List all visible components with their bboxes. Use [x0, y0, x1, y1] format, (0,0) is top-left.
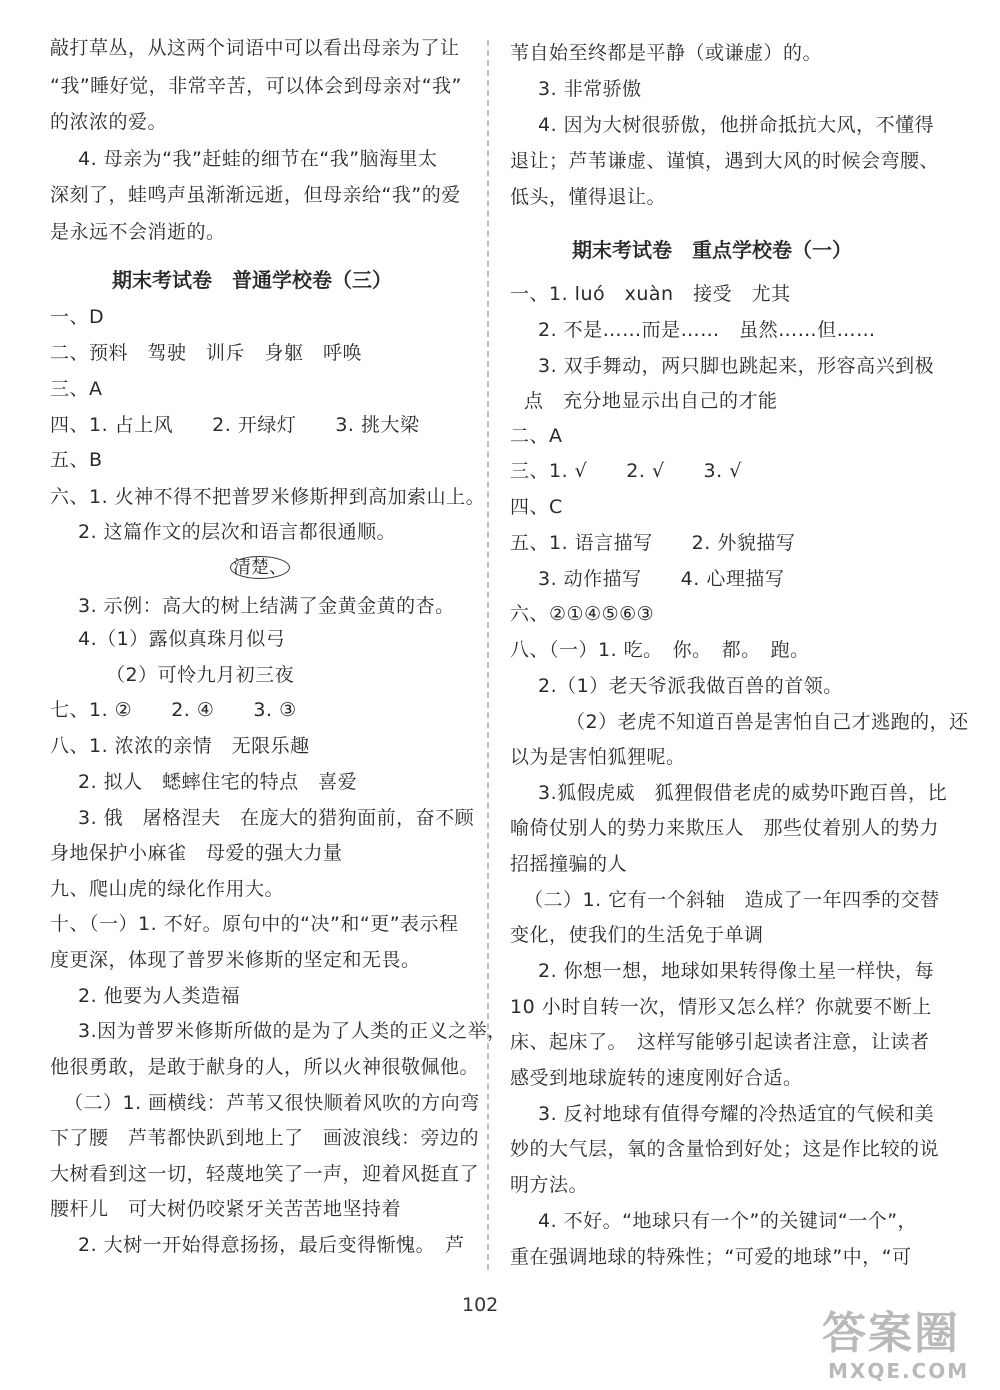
answer-line: 大树看到这一切，轻蔑地笑了一声，迎着风挺直了 [50, 1163, 480, 1185]
answer-line: 八、（一）1. 吃。 你。 都。 跑。 [510, 639, 810, 661]
text-line: 4. 因为大树很骄傲，他拼命抵抗大风，不懂得 [538, 114, 935, 136]
text-line: 3. 非常骄傲 [538, 78, 642, 100]
answer-line: 招摇撞骗的人 [510, 853, 628, 875]
answer-line: 五、B [50, 449, 103, 471]
watermark-url: MXQE.COM [828, 1359, 970, 1383]
answer-line: （二）1. 画横线：芦苇又很快顺着风吹的方向弯 [64, 1092, 480, 1114]
answer-line: 变化，使我们的生活免于单调 [510, 924, 764, 946]
edit-mark-text: 清楚、 [230, 556, 290, 579]
text-line: 的浓浓的爱。 [50, 111, 168, 133]
watermark-logo [822, 1308, 992, 1386]
answer-line: 六、1. 火神不得不把普罗米修斯押到高加索山上。 [50, 486, 486, 508]
answer-line: （2）老虎不知道百兽是害怕自己才逃跑的，还 [566, 711, 969, 733]
text-line: 低头，懂得退让。 [510, 186, 667, 208]
text-line: 深刻了，蛙鸣声虽渐渐远逝，但母亲给“我”的爱 [50, 184, 461, 206]
answer-line: 2. 大树一开始得意扬扬，最后变得惭愧。 芦 [78, 1234, 465, 1256]
answer-line: 妙的大气层，氧的含量恰到好处；这是作比较的说 [510, 1138, 940, 1160]
answer-line: 下了腰 芦苇都快趴到地上了 画波浪线：旁边的 [50, 1127, 480, 1149]
answer-line: 3. 俄 屠格涅夫 在庞大的猎狗面前，奋不顾 [78, 807, 475, 829]
text-line: “我”睡好觉，非常辛苦，可以体会到母亲对“我” [50, 75, 462, 97]
watermark-main-text: 答案圈 [822, 1308, 960, 1359]
answer-line: 2. 他要为人类造福 [78, 985, 241, 1007]
answer-line: 3.因为普罗米修斯所做的是为了人类的正义之举， [78, 1020, 507, 1042]
answer-line: 一、D [50, 306, 105, 328]
answer-line: 以为是害怕狐狸呢。 [510, 746, 686, 768]
answer-line: 六、②①④⑤⑥③ [510, 603, 655, 625]
handwritten-correction [230, 556, 290, 580]
text-line: 退让；芦苇谦虚、谨慎，遇到大风的时候会弯腰、 [510, 150, 940, 172]
answer-line: 2.（1）老天爷派我做百兽的首领。 [538, 675, 843, 697]
section-heading: 期末考试卷 普通学校卷（三） [112, 268, 392, 292]
answer-line: 3. 示例：高大的树上结满了金黄金黄的杏。 [78, 595, 455, 617]
text-line: 是永远不会消逝的。 [50, 221, 226, 243]
answer-line: 二、预料 驾驶 训斥 身躯 呼唤 [50, 342, 363, 364]
column-divider [487, 40, 489, 1270]
answer-line: 明方法。 [510, 1174, 589, 1196]
answer-line: （2）可怜九月初三夜 [106, 664, 295, 686]
answer-line: 感受到地球旋转的速度刚好合适。 [510, 1067, 803, 1089]
answer-line: 点 充分地显示出自己的才能 [524, 390, 778, 412]
answer-line: 床、起床了。 这样写能够引起读者注意，让读者 [510, 1031, 930, 1053]
page-number: 102 [462, 1294, 499, 1316]
answer-line: 八、1. 浓浓的亲情 无限乐趣 [50, 735, 310, 757]
answer-line: 4.（1）露似真珠月似弓 [78, 628, 286, 650]
answer-line: 度更深，体现了普罗米修斯的坚定和无畏。 [50, 949, 421, 971]
section-heading: 期末考试卷 重点学校卷（一） [572, 238, 852, 262]
answer-line: 五、1. 语言描写 2. 外貌描写 [510, 532, 796, 554]
answer-line: 3. 双手舞动，两只脚也跳起来，形容高兴到极 [538, 355, 935, 377]
answer-line: 身地保护小麻雀 母爱的强大力量 [50, 842, 343, 864]
answer-line: 三、A [50, 378, 103, 400]
answer-line: 腰杆儿 可大树仍咬紧牙关苦苦地坚持着 [50, 1198, 402, 1220]
text-line: 苇自始至终都是平静（或谦虚）的。 [510, 42, 823, 64]
text-line: 4. 母亲为“我”赶蛙的细节在“我”脑海里太 [78, 148, 438, 170]
answer-line: 重在强调地球的特殊性；“可爱的地球”中，“可 [510, 1246, 912, 1268]
text-line: 敲打草丛，从这两个词语中可以看出母亲为了让 [50, 37, 460, 59]
answer-line-with-edit-marks: 2. 这篇作文的层次和语言都很通顺。 [78, 521, 397, 543]
answer-line: 四、C [510, 496, 563, 518]
answer-line: 一、1. luó xuàn 接受 尤其 [510, 283, 791, 305]
answer-line: 他很勇敢，是敢于献身的人，所以火神很敬佩他。 [50, 1056, 480, 1078]
answer-line: 二、A [510, 425, 563, 447]
answer-line: 4. 不好。“地球只有一个”的关键词“一个”， [538, 1210, 918, 1232]
answer-line: 2. 你想一想，地球如果转得像土星一样快，每 [538, 960, 935, 982]
answer-line: 七、1. ② 2. ④ 3. ③ [50, 699, 297, 721]
answer-line: 三、1. √ 2. √ 3. √ [510, 460, 742, 482]
answer-line: 2. 拟人 蟋蟀住宅的特点 喜爱 [78, 771, 358, 793]
answer-line: 3. 动作描写 4. 心理描写 [538, 568, 785, 590]
answer-line: 四、1. 占上风 2. 开绿灯 3. 挑大梁 [50, 414, 420, 436]
answer-line: 10 小时自转一次，情形又怎么样？你就要不断上 [510, 996, 932, 1018]
answer-line: 九、爬山虎的绿化作用大。 [50, 878, 285, 900]
answer-line: 3.狐假虎威 狐狸假借老虎的威势吓跑百兽，比 [538, 782, 948, 804]
answer-line: 喻倚仗别人的势力来欺压人 那些仗着别人的势力 [510, 817, 940, 839]
answer-line: 3. 反衬地球有值得夸耀的冷热适宜的气候和美 [538, 1103, 935, 1125]
answer-line: （二）1. 它有一个斜轴 造成了一年四季的交替 [524, 889, 940, 911]
answer-line: 十、（一）1. 不好。原句中的“决”和“更”表示程 [50, 913, 459, 935]
answer-line: 2. 不是……而是…… 虽然……但…… [538, 319, 876, 341]
